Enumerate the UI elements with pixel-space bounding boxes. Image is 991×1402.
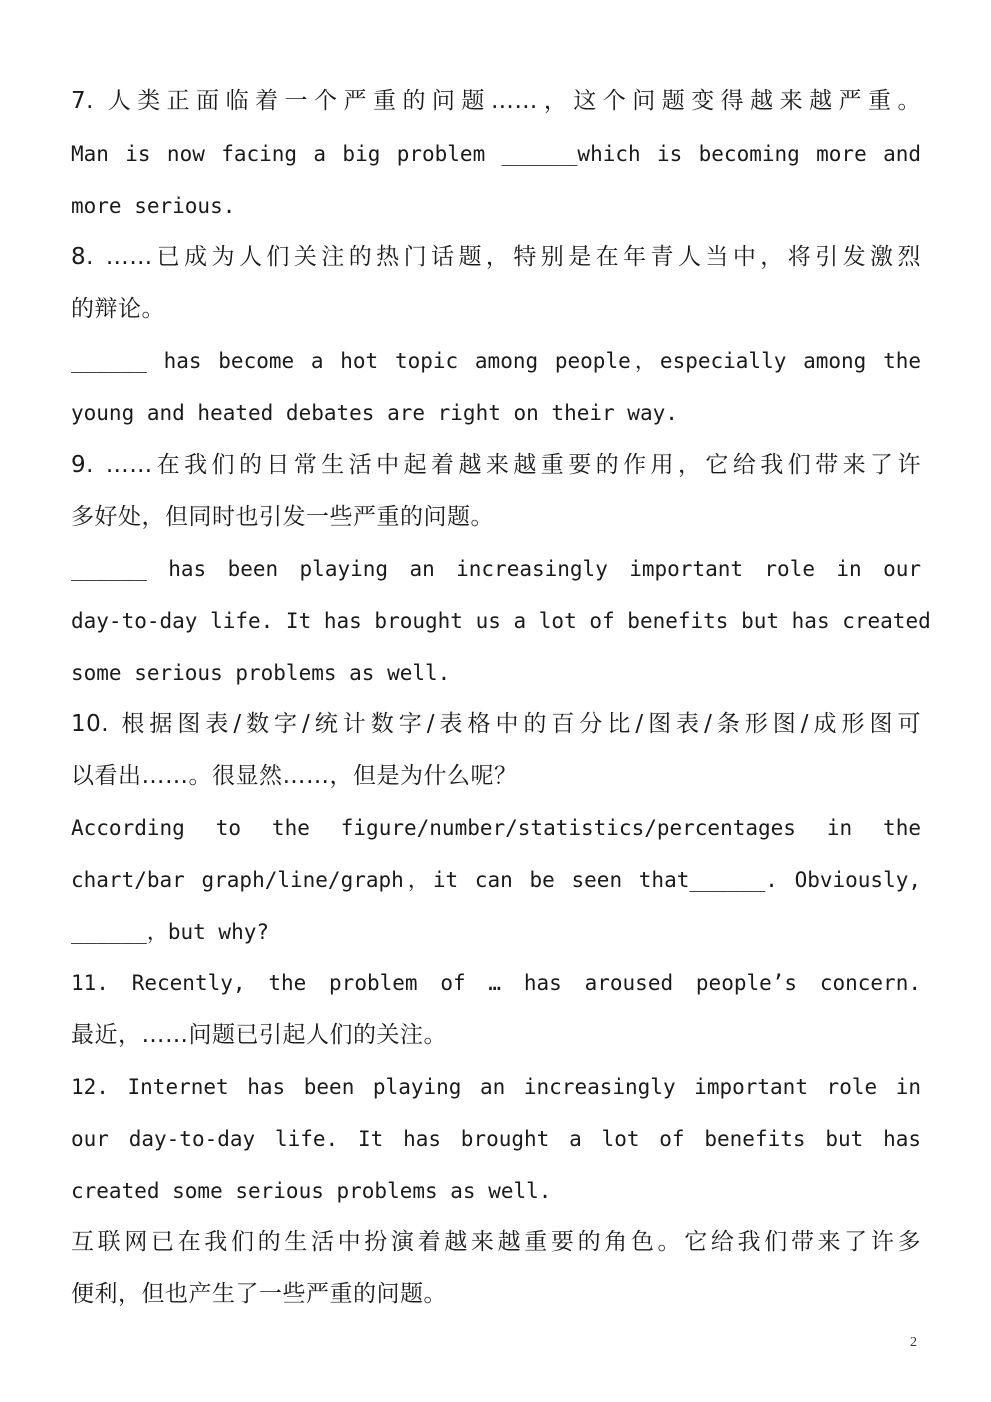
item-8-chinese-line-1: 8. ……已成为人们关注的热门话题，特别是在年青人当中，将引发激烈 — [71, 244, 921, 270]
item-8-english-line-1: ______ has become a hot topic among people，especially among the — [71, 349, 921, 373]
item-9-chinese-line-2: 多好处，但同时也引发一些严重的问题。 — [71, 504, 494, 530]
item-11-chinese-line-1: 最近，……问题已引起人们的关注。 — [71, 1022, 447, 1048]
item-9-english-line-2: day-to-day life. It has brought us a lot of benefits but has created — [71, 609, 931, 633]
item-12-english-line-3: created some serious problems as well. — [71, 1179, 552, 1203]
item-8-english-line-2: young and heated debates are right on their way. — [71, 401, 678, 425]
item-12-chinese-line-2: 便利，但也产生了一些严重的问题。 — [71, 1281, 447, 1307]
item-12-english-line-2: our day-to-day life. It has brought a lot of benefits but has — [71, 1127, 921, 1151]
item-9-english-line-1: ______ has been playing an increasingly important role in our — [71, 557, 921, 581]
item-10-chinese-line-1: 10. 根据图表/数字/统计数字/表格中的百分比/图表/条形图/成形图可 — [71, 711, 921, 737]
item-11-english-line-1: 11. Recently, the problem of … has aroused people’s concern. — [71, 971, 921, 995]
item-9-chinese-line-1: 9. ……在我们的日常生活中起着越来越重要的作用，它给我们带来了许 — [71, 452, 921, 478]
item-10-english-line-3: ______，but why? — [71, 920, 270, 944]
item-9-english-line-3: some serious problems as well. — [71, 661, 451, 685]
item-7-english-line-1: Man is now facing a big problem ______which is becoming more and — [71, 142, 921, 166]
item-10-english-line-2: chart/bar graph/line/graph，it can be seen that______. Obviously, — [71, 868, 921, 892]
item-8-chinese-line-2: 的辩论。 — [71, 296, 165, 322]
item-10-english-line-1: According to the figure/number/statistics/percentages in the — [71, 816, 921, 840]
item-12-english-line-1: 12. Internet has been playing an increasingly important role in — [71, 1075, 921, 1099]
item-10-chinese-line-2: 以看出……。很显然……，但是为什么呢？ — [71, 763, 518, 789]
item-7-chinese-line-1: 7. 人类正面临着一个严重的问题……，这个问题变得越来越严重。 — [71, 88, 921, 114]
item-12-chinese-line-1: 互联网已在我们的生活中扮演着越来越重要的角色。它给我们带来了许多 — [71, 1229, 921, 1255]
page-number: 2 — [910, 1335, 917, 1350]
item-7-english-line-2: more serious. — [71, 194, 236, 218]
